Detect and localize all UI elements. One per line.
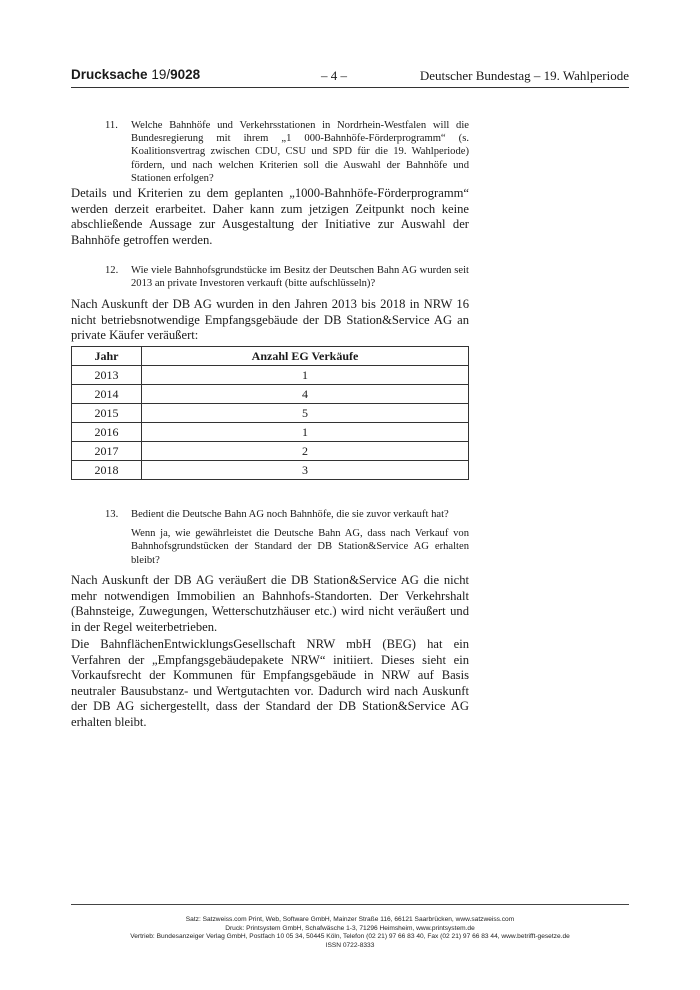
answer-11: Details und Kriterien zu dem geplanten „1000-Bahnhöfe-Förderprogramm“ werden derzeit erarbeitet. Daher kann zum jetzigen Zeitpunkt noch keine abschließende Aussage zur Ausgestaltung der Initiative zur Auswahl der Bahnhöfe getroffen werden.	[71, 186, 469, 247]
answer-12: Nach Auskunft der DB AG wurden in den Jahren 2013 bis 2018 in NRW 16 nicht betriebsnotwendige Empfangsgebäude der DB Station&Service AG an private Käufer veräußert:	[71, 297, 469, 342]
table-row	[72, 442, 469, 461]
cell-year: 2014	[72, 385, 142, 404]
question-text: Welche Bahnhöfe und Verkehrsstationen in Nordrhein-Westfalen will die Bundesregierung mit ihrem „1 000-Bahnhöfe-Förderprogramm“ (s. Koalitionsvertrag zwischen CDU, CSU und SPD für die 19. Wahlperiode) fördern, und nach welchen Kriterien soll die Auswahl der Bahnhöfe und Stationen erfolgen?	[131, 120, 469, 184]
footer-divider	[71, 904, 629, 905]
document-id	[71, 67, 200, 82]
footer-line-typesetting: Satz: Satzweiss.com Print, Web, Software GmbH, Mainzer Straße 116, 66121 Saarbrücken, www.satzweiss.com	[185, 916, 515, 923]
table-header-row	[72, 347, 469, 366]
footer-line-distribution: Vertrieb: Bundesanzeiger Verlag GmbH, Postfach 10 05 34, 50445 Köln, Telefon (02 21) 97 66 83 40, Fax (02 21) 97 66 83 44, www.betrifft-gesetze.de	[130, 933, 570, 941]
doc-period: 19/	[151, 67, 171, 82]
sales-table	[71, 346, 469, 480]
cell-count: 5	[142, 404, 469, 423]
question-12	[105, 264, 469, 290]
question-11	[105, 119, 469, 185]
question-text-2: Wenn ja, wie gewährleistet die Deutsche Bahn AG, dass nach Verkauf von Bahnhofsgrundstücken der Standard der DB Station&Service AG erhalten bleibt?	[131, 528, 469, 566]
table-row	[72, 461, 469, 480]
cell-year: 2017	[72, 442, 142, 461]
cell-count: 1	[142, 423, 469, 442]
institution: Deutscher Bundestag – 19. Wahlperiode	[419, 68, 629, 83]
cell-year: 2018	[72, 461, 142, 480]
column-header-year: Jahr	[72, 347, 142, 366]
cell-count: 3	[142, 461, 469, 480]
cell-count: 1	[142, 366, 469, 385]
page-header	[71, 67, 629, 88]
cell-count: 2	[142, 442, 469, 461]
footer-line-issn: ISSN 0722-8333	[325, 941, 375, 949]
answer-13-part-2: Die BahnflächenEntwicklungsGesellschaft NRW mbH (BEG) hat ein Verfahren der „Empfangsgebäudepakete NRW“ initiiert. Dieses sieht ein Vorkaufsrecht der Kommunen für Empfangsgebäude in NRW auf Basis neutraler Bausubstanz- und Wertgutachten vor. Dadurch wird nach Auskunft der DB AG sichergestellt, dass der Standard der DB Station&Service AG erhalten bleibt.	[71, 637, 469, 729]
cell-year: 2013	[72, 366, 142, 385]
page-number: – 4 –	[321, 68, 347, 83]
cell-year: 2016	[72, 423, 142, 442]
question-number: 12.	[105, 265, 119, 276]
question-13	[105, 508, 469, 567]
cell-year: 2015	[72, 404, 142, 423]
table-row	[72, 385, 469, 404]
table-row	[72, 366, 469, 385]
page-footer	[71, 916, 629, 950]
column-header-sales: Anzahl EG Verkäufe	[142, 347, 469, 366]
table-row	[72, 404, 469, 423]
question-text: Wie viele Bahnhofsgrundstücke im Besitz der Deutschen Bahn AG wurden seit 2013 an private Investoren verkauft (bitte aufschlüsseln)?	[131, 265, 469, 290]
doc-number: 9028	[170, 67, 201, 82]
question-number: 11.	[105, 120, 118, 131]
footer-line-printing: Druck: Printsystem GmbH, Schafwäsche 1-3, 71296 Heimsheim, www.printsystem.de	[225, 924, 475, 932]
table-row	[72, 423, 469, 442]
doc-label: Drucksache	[71, 67, 148, 82]
answer-13-part-1: Nach Auskunft der DB AG veräußert die DB Station&Service AG die nicht mehr notwendigen Immobilien an Bahnhofs-Standorten. Der Verkehrshalt (Bahnsteige, Zuwegungen, Wetterschutzhäuser etc.) wird nicht veräußert und in der Regel weiterbetrieben.	[71, 573, 469, 634]
question-number: 13.	[105, 509, 119, 520]
question-text: Bedient die Deutsche Bahn AG noch Bahnhöfe, die sie zuvor verkauft hat?	[131, 509, 449, 520]
cell-count: 4	[142, 385, 469, 404]
